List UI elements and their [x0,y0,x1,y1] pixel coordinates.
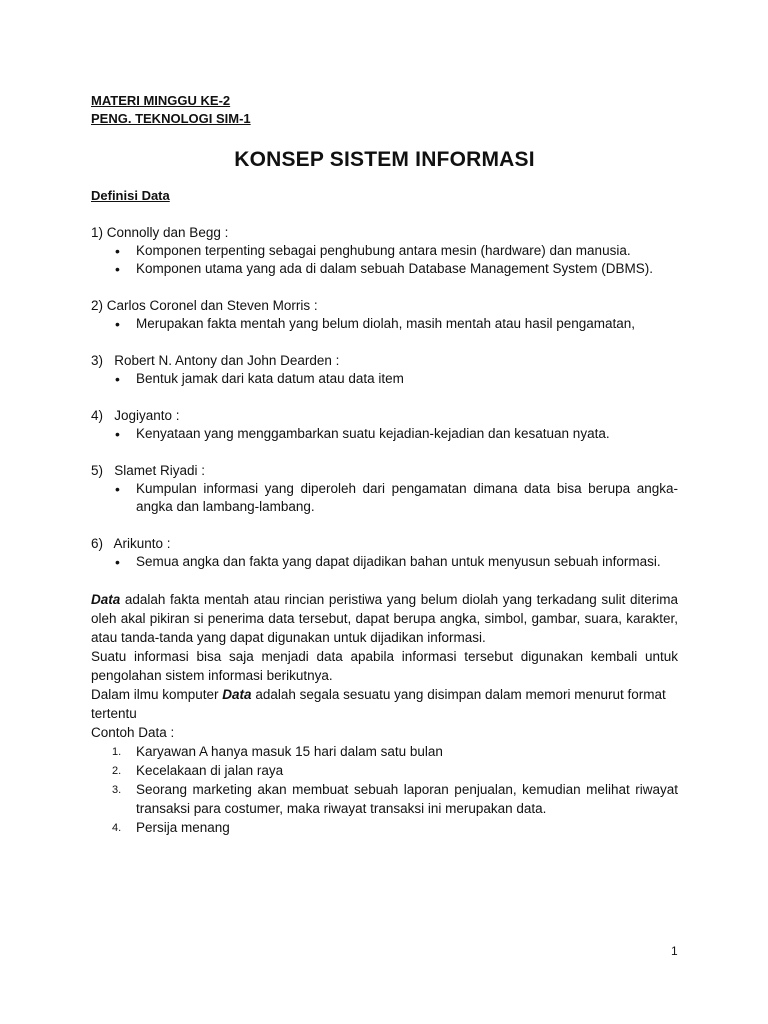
examples-label: Contoh Data : [91,725,175,740]
examples-list [91,742,678,837]
definition-bullet: • Komponen terpenting sebagai penghubung antara mesin (hardware) dan manusia. [91,242,678,260]
example-number: 1. [112,746,122,758]
information-paragraph: Suatu informasi bisa saja menjadi data apabila informasi tersebut digunakan kembali untuk pengolahan sistem informasi berikutnya. [91,649,678,683]
definition-bullet: • Kumpulan informasi yang diperoleh dari pengamatan dimana data bisa berupa angka-angka dan lambang-lambang. [91,480,678,516]
computer-science-paragraph [91,685,678,723]
definition-bullet: • Komponen utama yang ada di dalam sebuah Database Management System (DBMS). [91,260,678,278]
header-line-2: PENG. TEKNOLOGI SIM-1 [91,111,251,126]
document-title: KONSEP SISTEM INFORMASI [234,148,535,171]
example-text: Kecelakaan di jalan raya [136,763,284,778]
example-item [91,761,678,780]
definition-bullet: • Kenyataan yang menggambarkan suatu kejadian-kejadian dan kesatuan nyata. [91,425,678,443]
definition-bullet: • Bentuk jamak dari kata datum atau data item [91,370,678,388]
example-item [91,780,678,818]
data-term: Data [91,592,121,607]
paragraph-text: Dalam ilmu komputer [91,687,223,702]
example-number: 4. [112,822,122,834]
definition-source: 3) Robert N. Antony dan John Dearden : [91,353,340,368]
definition-block [91,297,678,333]
definition-block [91,535,678,571]
example-text: Persija menang [136,820,230,835]
data-definition-paragraph [91,590,678,647]
definition-source: 4) Jogiyanto : [91,408,180,423]
definition-block [91,407,678,443]
definition-source: 5) Slamet Riyadi : [91,463,206,478]
example-text: Karyawan A hanya masuk 15 hari dalam satu bulan [136,744,443,759]
definition-block [91,352,678,388]
document-page [91,92,678,837]
example-number: 2. [112,765,122,777]
definition-block [91,462,678,516]
paragraph-text: adalah fakta mentah atau rincian peristiwa yang belum diolah yang terkadang sulit diterima oleh akal pikiran si penerima data tersebut, dapat berupa angka, simbol, gambar, suara, karakter, atau tanda-tanda yang dapat digunakan untuk dijadikan informasi. [91,592,678,645]
paragraph-text: adalah segala sesuatu yang disimpan dalam memori menurut format tertentu [91,687,666,721]
example-number: 3. [112,784,122,796]
header-line-1: MATERI MINGGU KE-2 [91,93,231,108]
definition-block [91,224,678,278]
definition-bullet: • Semua angka dan fakta yang dapat dijadikan bahan untuk menyusun sebuah informasi. [91,553,678,571]
definition-bullet: • Merupakan fakta mentah yang belum diolah, masih mentah atau hasil pengamatan, [91,315,678,333]
example-text: Seorang marketing akan membuat sebuah laporan penjualan, kemudian melihat riwayat transaksi para costumer, maka riwayat transaksi ini merupakan data. [136,782,678,816]
definition-source: 2) Carlos Coronel dan Steven Morris : [91,298,318,313]
definition-source: 6) Arikunto : [91,536,171,551]
example-item [91,742,678,761]
page-number: 1 [671,944,678,958]
data-term: Data [222,687,252,702]
definition-source: 1) Connolly dan Begg : [91,225,229,240]
example-item [91,818,678,837]
section-heading: Definisi Data [91,188,170,203]
